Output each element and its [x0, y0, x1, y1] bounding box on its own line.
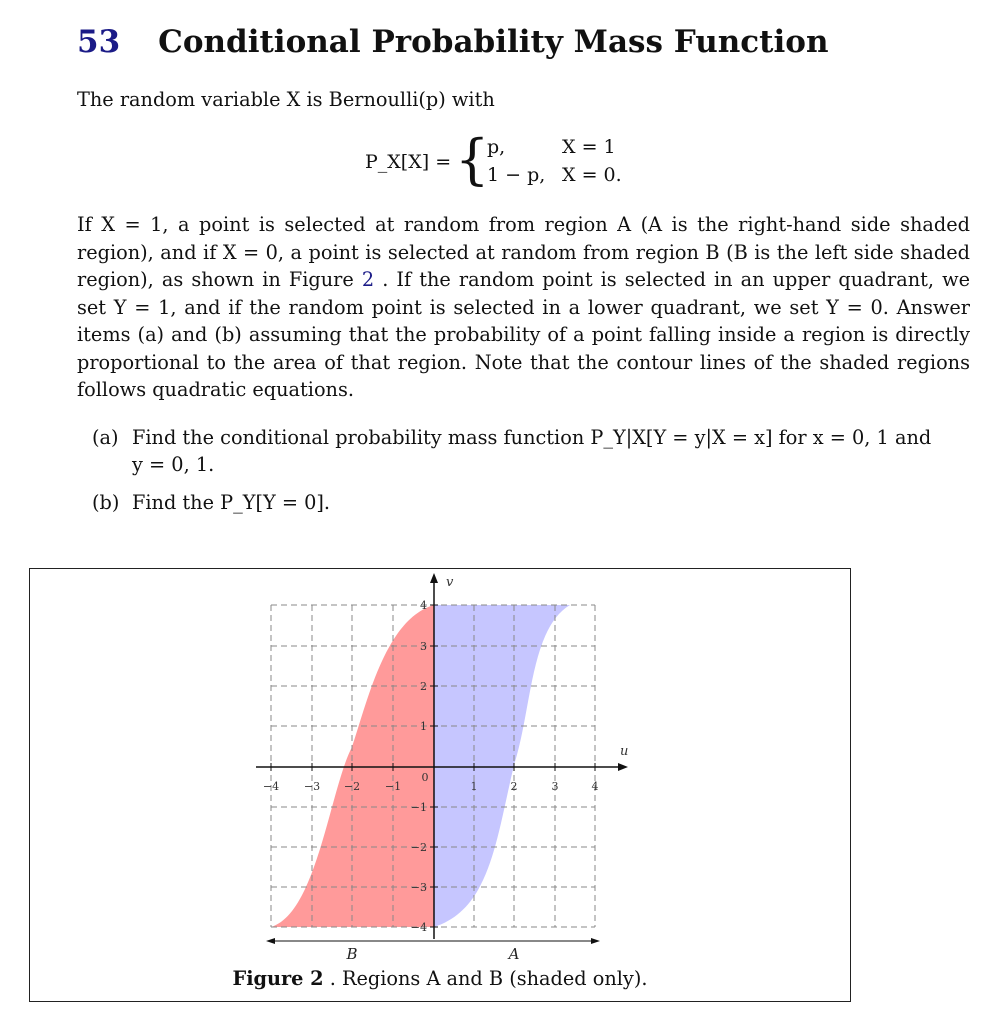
figure-caption: [30, 967, 850, 990]
brace-symbol: {: [455, 128, 490, 191]
body-text-1: If X = 1, a point is selected at random from region A (A is the right-hand side shaded region), and if X = 0, a point is selected at random from region B (B is the left side shaded region), as shown in Figure: [77, 213, 970, 291]
region-b-label: B: [346, 945, 358, 963]
equation-lhs: P_X[X] =: [365, 151, 452, 173]
u-axis-arrow-icon: [618, 763, 628, 771]
y-tick-label: 1: [420, 720, 427, 733]
arrow-right-icon: [591, 938, 600, 944]
x-tick-label: 3: [551, 780, 559, 793]
pmf-equation: [365, 128, 665, 194]
origin-label: 0: [421, 771, 429, 784]
item-a-text: Find the conditional probability mass function P_Y|X[Y = y|X = x] for x = 0, 1 and: [132, 426, 932, 449]
body-text-2: . If the random point is selected in an upper quadrant, we set Y = 1, and if the random point is selected in a lower quadrant, we set Y = 0. Answer items (a) and (b) assuming that the probability of a point falling inside a region is directly proportional to the area of that region. Note that the contour lines of the shaded regions follows quadratic equations.: [77, 268, 970, 401]
y-tick-label: 3: [420, 640, 427, 653]
regions-plot: [30, 569, 852, 1003]
arrow-left-icon: [266, 938, 275, 944]
y-tick-label: 2: [420, 680, 427, 693]
x-tick-label: 1: [470, 780, 478, 793]
case1-value: p,: [487, 136, 506, 158]
section-title: Conditional Probability Mass Function: [158, 24, 829, 60]
item-b: [92, 489, 970, 516]
v-axis-arrow-icon: [430, 573, 438, 583]
item-b-text: Find the P_Y[Y = 0].: [132, 491, 331, 514]
intro-text: The random variable X is Bernoulli(p) with: [77, 88, 495, 111]
caption-text: . Regions A and B (shaded only).: [323, 967, 648, 990]
item-a-label: (a): [92, 426, 119, 449]
section-heading: [77, 24, 829, 60]
y-tick-label: −1: [410, 801, 427, 814]
x-tick-label: −1: [384, 780, 402, 793]
item-a-text-continued: y = 0, 1.: [132, 453, 215, 476]
region-a-shape: [434, 605, 570, 927]
y-tick-label: −3: [410, 881, 427, 894]
case2-value: 1 − p,: [487, 164, 546, 186]
y-tick-label: −4: [410, 921, 427, 934]
item-a: [92, 424, 970, 478]
u-axis-label: u: [620, 744, 629, 759]
item-b-label: (b): [92, 491, 120, 514]
region-a-label: A: [508, 945, 520, 963]
section-number: 53: [77, 24, 121, 60]
x-tick-label: −4: [262, 780, 280, 793]
x-tick-label: 4: [591, 780, 599, 793]
case1-condition: X = 1: [562, 136, 616, 158]
y-tick-label: 4: [420, 599, 427, 612]
x-tick-label: −2: [343, 780, 361, 793]
caption-label: Figure 2: [232, 967, 324, 990]
problem-body: [77, 211, 970, 404]
figure-link[interactable]: 2: [361, 268, 375, 291]
y-tick-label: −2: [410, 841, 427, 854]
x-tick-label: −3: [303, 780, 321, 793]
v-axis-label: v: [446, 575, 454, 590]
case2-condition: X = 0.: [562, 164, 622, 186]
figure-box: [29, 568, 851, 1002]
x-tick-label: 2: [510, 780, 518, 793]
